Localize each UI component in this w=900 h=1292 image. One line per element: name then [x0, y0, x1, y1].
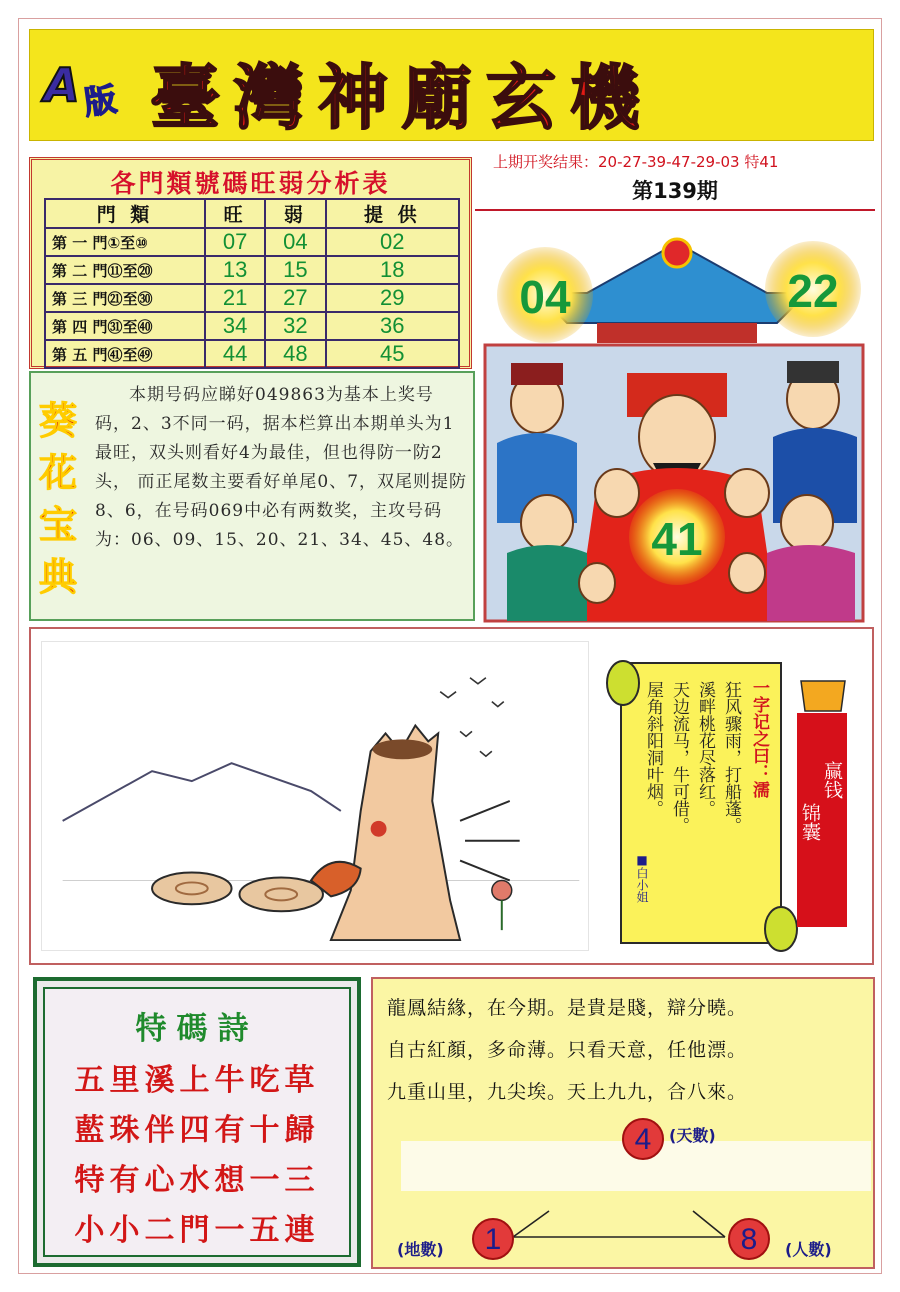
poem-line: 藍珠伴四有十歸 [74, 1113, 320, 1148]
verse-line: 龍鳳結緣，在今期。是貴是賤，辯分曉。 [387, 997, 748, 1019]
value-cell: 45 [326, 340, 459, 368]
poem-line: 五里溪上牛吃草 [74, 1063, 320, 1098]
value-cell: 21 [205, 284, 265, 312]
value-cell: 32 [265, 312, 325, 340]
header-banner [29, 29, 874, 141]
scroll-author: ■白小姐 [635, 853, 649, 903]
poem-title: 特碼詩 [135, 1011, 259, 1047]
analysis-table-title: 各門類號碼旺弱分析表 [110, 169, 391, 198]
poem-line: 小小二門一五連 [74, 1213, 320, 1248]
special-code-poem [33, 977, 361, 1267]
scroll-line-1: 狂风骤雨，打船蓬。 [721, 681, 741, 834]
analysis-table-panel [29, 157, 472, 369]
value-cell: 34 [205, 312, 265, 340]
value-cell: 15 [265, 256, 325, 284]
edition-badge [44, 58, 140, 123]
group-cell: 第 五 門㊶至㊾ [45, 340, 205, 368]
riddle-scroll [601, 653, 861, 953]
page-title: 臺灣神廟玄機 [150, 56, 654, 139]
value-cell: 27 [265, 284, 325, 312]
picture-number-center: 41 [651, 513, 703, 565]
group-cell: 第 三 門㉑至㉚ [45, 284, 205, 312]
issue-number: 第139期 [475, 175, 875, 211]
picture-number-right: 22 [787, 265, 839, 317]
picture-number-left: 04 [519, 271, 571, 323]
badge-letter: A [44, 58, 80, 112]
value-cell: 48 [265, 340, 325, 368]
kuihua-panel [29, 371, 475, 621]
number-diagram [373, 1117, 873, 1267]
banner-bottom: 锦囊 [799, 803, 821, 841]
poem-inner-frame [43, 987, 351, 1257]
last-result: 上期开奖结果：20-27-39-47-29-03 特41 [493, 153, 779, 171]
group-cell: 第 二 門⑪至⑳ [45, 256, 205, 284]
temple-gods-illustration [477, 223, 865, 623]
value-cell: 13 [205, 256, 265, 284]
kuihua-title: 葵花宝典 [39, 398, 78, 599]
group-cell: 第 一 門①至⑩ [45, 228, 205, 256]
human-label: (人數) [785, 1240, 832, 1259]
poem-line: 特有心水想一三 [74, 1163, 320, 1198]
earth-number: 1 [484, 1223, 502, 1256]
column-header: 旺 [205, 199, 265, 228]
value-cell: 04 [265, 228, 325, 256]
analysis-table [44, 198, 460, 369]
verse-panel [371, 977, 875, 1269]
value-cell: 02 [326, 228, 459, 256]
value-cell: 36 [326, 312, 459, 340]
value-cell: 18 [326, 256, 459, 284]
column-header: 門 類 [45, 199, 205, 228]
human-number: 8 [740, 1223, 758, 1256]
earth-label: (地數) [397, 1240, 444, 1259]
value-cell: 07 [205, 228, 265, 256]
value-cell: 44 [205, 340, 265, 368]
scroll-line-4: 屋角斜阳洞叶烟。 [643, 681, 663, 817]
table-row [45, 284, 459, 312]
table-row [45, 228, 459, 256]
column-header: 提 供 [326, 199, 459, 228]
verse-line: 九重山里，九尖埃。天上九九，合八來。 [387, 1081, 748, 1103]
column-header: 弱 [265, 199, 325, 228]
badge-text: 版 [81, 79, 119, 123]
table-row [45, 340, 459, 368]
verse-line: 自古紅顏，多命薄。只看天意，任他漂。 [387, 1039, 748, 1061]
scroll-heading: 一字记之曰：濡 [749, 679, 769, 798]
group-cell: 第 四 門㉛至㊵ [45, 312, 205, 340]
riddle-panel [29, 627, 874, 965]
banner-top: 赢钱 [821, 761, 843, 799]
scroll-line-3: 天边流马，牛可借。 [669, 681, 689, 834]
table-row [45, 312, 459, 340]
scroll-line-2: 溪畔桃花尽落红。 [695, 681, 715, 817]
cartoon-illustration [41, 641, 589, 951]
sky-label: (天數) [669, 1126, 716, 1145]
lottery-page [18, 18, 882, 1274]
kuihua-text: 本期号码应睇好049863为基本上奖号码，2、3不同一码，据本栏算出本期单头为1最旺，双头则看好4为最佳，但也得防一防2头， 而正尾数主要看好单尾0、7，双尾则提防8、6，在号码069中必有两数奖，主攻号码为：06、09、15、20、21、34、45、48。 [95, 385, 468, 550]
value-cell: 29 [326, 284, 459, 312]
table-header-row [45, 199, 459, 228]
sky-number: 4 [634, 1123, 652, 1156]
table-row [45, 256, 459, 284]
